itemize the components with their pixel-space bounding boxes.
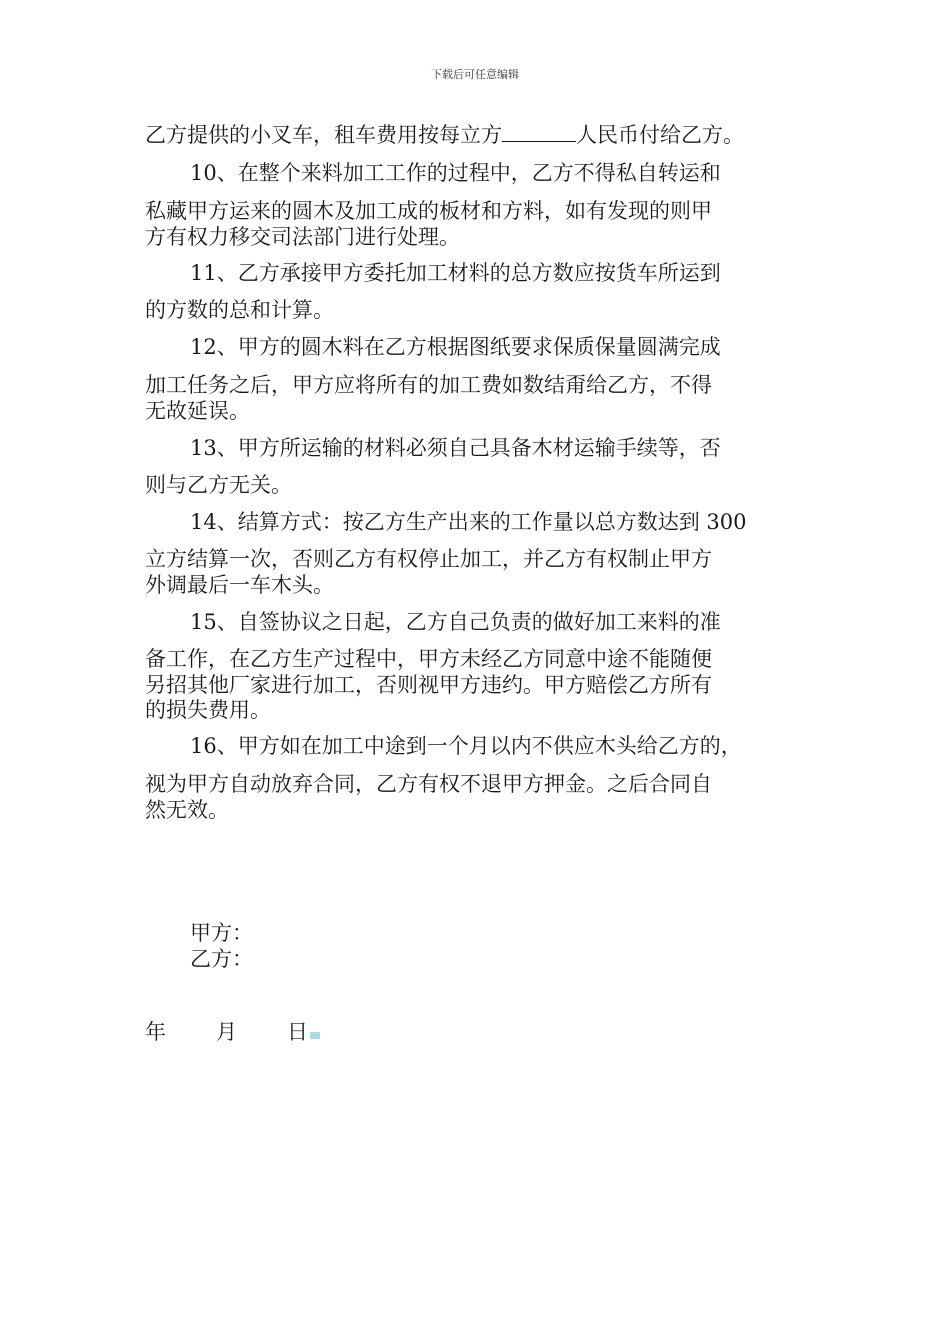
text-cursor-marker	[310, 1032, 320, 1039]
clause-12-line-3: 无故延误。	[145, 399, 250, 423]
clause-10-line-1: 10、在整个来料加工工作的过程中，乙方不得私自转运和	[190, 161, 721, 185]
intro-text-after: 人民币付给乙方。	[576, 123, 744, 147]
clause-16-line-2: 视为甲方自动放弃合同，乙方有权不退甲方押金。之后合同自	[145, 772, 712, 796]
clause-15-line-3: 另招其他厂家进行加工，否则视甲方违约。甲方赔偿乙方所有	[145, 673, 712, 697]
clause-16-line-1: 16、甲方如在加工中途到一个月以内不供应木头给乙方的，	[190, 734, 742, 758]
clause-11-line-1: 11、乙方承接甲方委托加工材料的总方数应按货车所运到	[190, 261, 721, 285]
clause-10-line-3: 方有权力移交司法部门进行处理。	[145, 225, 460, 249]
clause-10-line-2: 私藏甲方运来的圆木及加工成的板材和方料，如有发现的则甲	[145, 199, 712, 223]
clause-13-line-1: 13、甲方所运输的材料必须自己具备木材运输手续等，否	[190, 436, 721, 460]
clause-14-line-3: 外调最后一车木头。	[145, 573, 334, 597]
page-header: 下载后可任意编辑	[431, 68, 519, 81]
intro-text-before: 乙方提供的小叉车，租车费用按每立方	[145, 123, 502, 147]
intro-line	[145, 122, 744, 149]
clause-11-line-2: 的方数的总和计算。	[145, 298, 334, 322]
clause-15-line-2: 备工作，在乙方生产过程中，甲方未经乙方同意中途不能随便	[145, 647, 712, 671]
clause-12-line-1: 12、甲方的圆木料在乙方根据图纸要求保质保量圆满完成	[190, 335, 721, 359]
date-month: 月	[216, 1020, 237, 1044]
clause-15-line-4: 的损失费用。	[145, 698, 271, 722]
clause-13-line-2: 则与乙方无关。	[145, 473, 292, 497]
date-day: 日	[287, 1020, 308, 1044]
date-row	[145, 1019, 320, 1046]
signature-party-b: 乙方：	[190, 947, 253, 971]
clause-14-line-1: 14、结算方式：按乙方生产出来的工作量以总方数达到 300	[190, 510, 747, 534]
date-year: 年	[145, 1020, 166, 1044]
clause-15-line-1: 15、自签协议之日起，乙方自己负责的做好加工来料的准	[190, 610, 721, 634]
clause-14-line-2: 立方结算一次，否则乙方有权停止加工，并乙方有权制止甲方	[145, 547, 712, 571]
clause-16-line-3: 然无效。	[145, 798, 229, 822]
signature-party-a: 甲方：	[190, 921, 253, 945]
clause-12-line-2: 加工任务之后，甲方应将所有的加工费如数结甭给乙方，不得	[145, 373, 712, 397]
fill-blank[interactable]	[502, 123, 576, 142]
